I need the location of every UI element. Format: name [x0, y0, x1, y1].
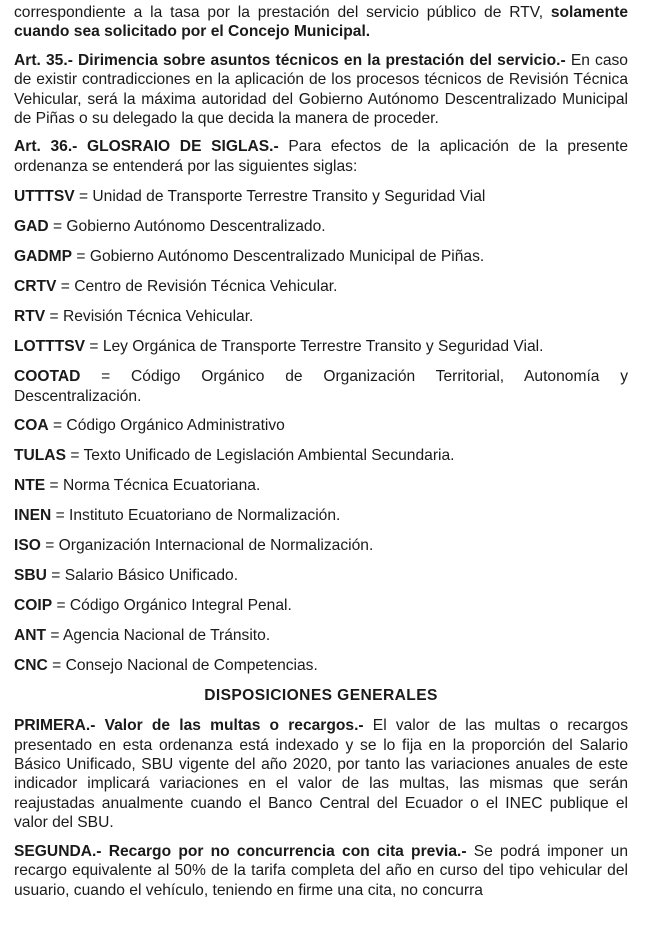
glossary-def: = Norma Técnica Ecuatoriana. [45, 477, 261, 495]
glossary-abbr: ANT [14, 627, 47, 645]
glossary-abbr: SBU [14, 567, 47, 585]
glossary-abbr: NTE [14, 477, 46, 495]
disposition-primera [14, 716, 628, 832]
glossary-abbr: ISO [14, 537, 41, 555]
glossary-abbr: GADMP [14, 248, 73, 266]
glossary-def: = Texto Unificado de Legislación Ambiental Secundaria. [65, 447, 455, 465]
article-36-heading: Art. 36.- GLOSRAIO DE SIGLAS.- [14, 138, 279, 156]
glossary-def: = Instituto Ecuatoriano de Normalización. [51, 507, 341, 525]
glossary-def: = Ley Orgánica de Transporte Terrestre Transito y Seguridad Vial. [85, 338, 544, 356]
glossary-def: = Organización Internacional de Normalización. [40, 537, 374, 555]
glossary-item [14, 446, 628, 476]
glossary-def: = Centro de Revisión Técnica Vehicular. [56, 278, 338, 296]
glossary-item [14, 626, 628, 656]
glossary-abbr: TULAS [14, 447, 66, 465]
glossary-item [14, 476, 628, 506]
glossary-abbr: RTV [14, 308, 46, 326]
glossary-item [14, 367, 628, 416]
disposition-segunda [14, 842, 628, 900]
glossary-def: = Salario Básico Unificado. [46, 567, 239, 585]
glossary-def: = Gobierno Autónomo Descentralizado Municipal de Piñas. [72, 248, 485, 266]
glossary-def: = Revisión Técnica Vehicular. [45, 308, 254, 326]
spacer [14, 833, 628, 842]
glossary-abbr: LOTTTSV [14, 338, 86, 356]
primera-heading: PRIMERA.- Valor de las multas o recargos.- [14, 717, 364, 735]
glossary-item [14, 536, 628, 566]
intro-paragraph [14, 3, 628, 42]
article-35-body: En caso de existir contradicciones en la aplicación de los procesos técnicos de Revisión Técnica Vehicular, será la máxima autoridad del Gobierno Autónomo Descentralizado Municipal de Piñas o su delegado la que decida la manera de proceder. [14, 51, 628, 128]
glossary-def: = Consejo Nacional de Competencias. [47, 657, 318, 675]
glossary-abbr: INEN [14, 507, 52, 525]
document-page [0, 3, 648, 948]
glossary-item [14, 596, 628, 626]
article-35-heading: Art. 35.- Dirimencia sobre asuntos técnicos en la prestación del servicio.- [14, 51, 566, 69]
glossary-abbr: UTTTSV [14, 188, 75, 206]
glossary-abbr: COOTAD [14, 368, 81, 386]
glossary-def: = Gobierno Autónomo Descentralizado. [48, 218, 326, 236]
spacer [14, 128, 628, 137]
primera-body: El valor de las multas o recargos presentado en esta ordenanza está indexado y se lo fija en la proporción del Salario Básico Unificado, SBU vigente del año 2020, por tanto las variaciones anuales de este indicador implicará variaciones en el valor de las multas, las mismas que serán reajustadas anualmente cuando el Banco Central del Ecuador o el INEC publique el valor del SBU. [14, 717, 628, 832]
glossary-abbr: GAD [14, 218, 49, 236]
glossary-abbr: COA [14, 417, 49, 435]
glossary-item [14, 277, 628, 307]
glossary-item [14, 247, 628, 277]
article-35 [14, 51, 628, 129]
segunda-heading: SEGUNDA.- Recargo por no concurrencia con cita previa.- [14, 842, 467, 860]
spacer [14, 42, 628, 51]
glossary-item [14, 187, 628, 217]
glossary-def: = Código Orgánico de Organización Territorial, Autonomía y Descentralización. [14, 368, 628, 405]
glossary-def: = Código Orgánico Administrativo [48, 417, 285, 435]
glossary-abbr: CRTV [14, 278, 57, 296]
intro-tail: solamente cuando sea solicitado por el Concejo Municipal. [14, 4, 628, 41]
intro-line: correspondiente a la tasa por la prestación del servicio público de RTV, [14, 4, 544, 21]
glossary-list [14, 187, 628, 686]
glossary-item [14, 566, 628, 596]
glossary-abbr: CNC [14, 657, 48, 675]
glossary-abbr: COIP [14, 597, 53, 615]
glossary-def: = Unidad de Transporte Terrestre Transito y Seguridad Vial [74, 188, 486, 206]
article-36 [14, 137, 628, 176]
article-36-body: Para efectos de la aplicación de la presente ordenanza se entenderá por las siguientes siglas: [14, 138, 628, 175]
glossary-item [14, 416, 628, 446]
section-title: DISPOSICIONES GENERALES [204, 687, 438, 705]
glossary-item [14, 656, 628, 686]
glossary-item [14, 337, 628, 367]
glossary-item [14, 307, 628, 337]
glossary-def: = Agencia Nacional de Tránsito. [46, 627, 271, 645]
segunda-body: Se podrá imponer un recargo equivalente al 50% de la tarifa completa del año en curso del tipo vehicular del usuario, cuando el vehículo, teniendo en firme una cita, no concurra [14, 842, 628, 899]
glossary-def: = Código Orgánico Integral Penal. [52, 597, 292, 615]
glossary-item [14, 217, 628, 247]
glossary-item [14, 506, 628, 536]
